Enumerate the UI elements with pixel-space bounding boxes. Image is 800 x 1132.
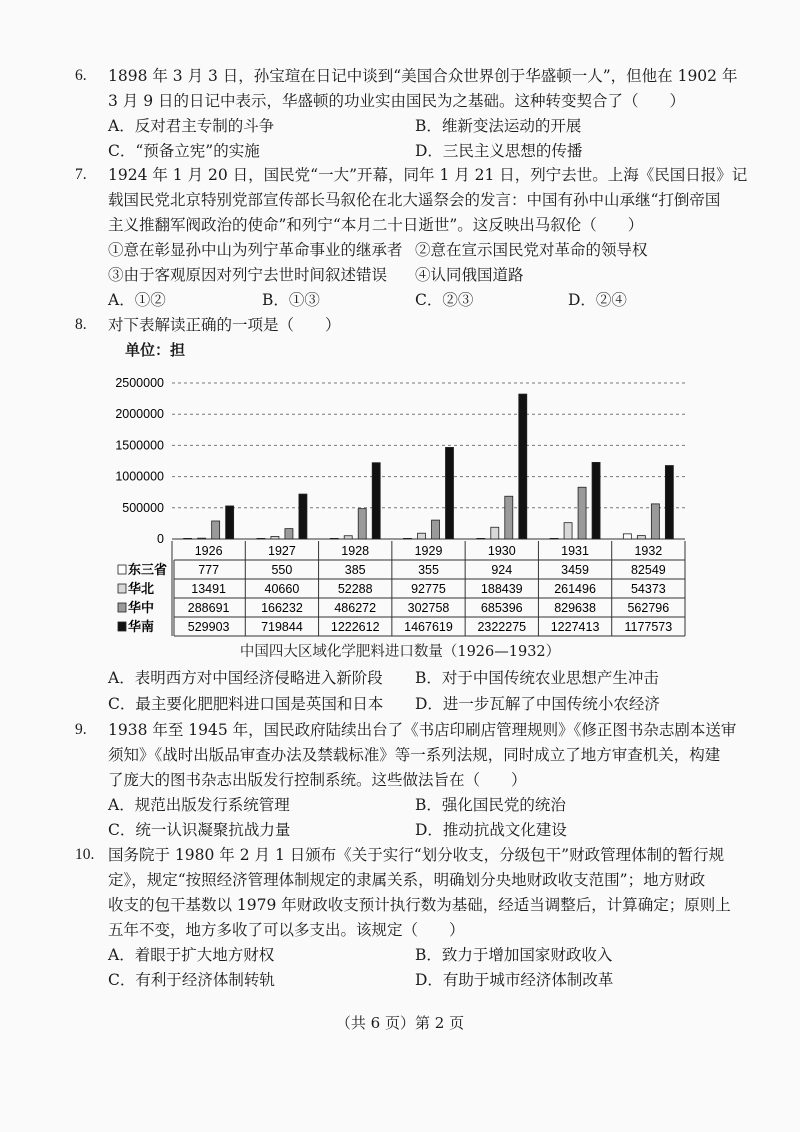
- bar-华南: [592, 462, 600, 539]
- x-category-label: 1927: [268, 544, 296, 558]
- question-number: 8.: [75, 316, 87, 333]
- option-b[interactable]: B．维新变法运动的开展: [415, 117, 582, 135]
- chart-caption: 中国四大区域化学肥料进口数量（1926—1932）: [239, 644, 561, 660]
- data-cell: 3459: [561, 563, 589, 577]
- data-cell: 261496: [554, 582, 596, 596]
- option-d[interactable]: D．有助于城市经济体制改革: [415, 971, 614, 989]
- statement-2: ②意在宣示国民党对革命的领导权: [415, 241, 648, 259]
- bar-华南: [519, 394, 527, 539]
- bar-华南: [446, 447, 454, 539]
- data-cell: 924: [491, 563, 513, 577]
- statement-4: ④认同俄国道路: [415, 266, 524, 284]
- x-category-label: 1930: [487, 544, 516, 558]
- bar-东三省: [623, 534, 631, 539]
- data-cell: 302758: [407, 601, 450, 615]
- legend-label: 华中: [128, 600, 155, 615]
- data-cell: 82549: [630, 563, 666, 577]
- bar-华北: [344, 536, 352, 539]
- data-cell: 52288: [337, 582, 373, 596]
- question-text: 3 月 9 日的日记中表示，华盛顿的功业实由国民为之基础。这种转变契合了（ ）: [108, 92, 686, 110]
- legend-swatch: [118, 603, 126, 612]
- question-number: 10.: [75, 846, 95, 863]
- bar-华南: [226, 506, 234, 539]
- option-d[interactable]: D．进一步瓦解了中国传统小农经济: [415, 695, 660, 713]
- option-b[interactable]: B．致力于增加国家财政收入: [415, 946, 613, 964]
- data-cell: 486272: [334, 601, 377, 615]
- statement-3: ③由于客观原因对列宁去世时间叙述错误: [108, 266, 388, 284]
- y-tick-label: 2000000: [115, 407, 164, 422]
- question-number: 7.: [75, 166, 87, 183]
- x-category-label: 1928: [341, 544, 370, 558]
- x-category-label: 1932: [634, 544, 663, 558]
- data-cell: 719844: [261, 620, 303, 634]
- statement-1: ①意在彰显孙中山为列宁革命事业的继承者: [108, 241, 403, 259]
- option-c[interactable]: C．最主要化肥肥料进口国是英国和日本: [108, 695, 384, 713]
- bar-华中: [651, 504, 659, 539]
- data-cell: 2322275: [477, 620, 527, 634]
- question-text: 五年不变，地方多收了可以多支出。该规定（ ）: [108, 921, 465, 939]
- fertilizer-import-chart: [110, 365, 690, 637]
- bar-华北: [491, 527, 499, 539]
- data-cell: 685396: [480, 601, 523, 615]
- bar-华南: [372, 463, 380, 539]
- data-cell: 13491: [191, 582, 227, 596]
- legend-swatch: [118, 622, 126, 631]
- bar-东三省: [550, 538, 558, 539]
- question-text: 了庞大的图书杂志出版发行控制系统。这些做法旨在（ ）: [108, 771, 527, 789]
- y-tick-label: 500000: [122, 500, 164, 515]
- bar-东三省: [330, 538, 338, 539]
- legend-label: 华北: [128, 581, 155, 596]
- data-cell: 166232: [261, 601, 303, 615]
- data-cell: 1177573: [624, 620, 673, 634]
- chart-unit-label: 单位：担: [125, 341, 186, 359]
- data-cell: 829638: [554, 601, 596, 615]
- data-cell: 355: [418, 563, 439, 577]
- question-number: 9.: [75, 721, 87, 738]
- legend-label: 华南: [128, 619, 155, 634]
- question-text: 1924 年 1 月 20 日，国民党“一大”开幕，同年 1 月 21 日，列宁去世。上海《民国日报》记: [108, 166, 748, 184]
- bar-华中: [358, 509, 366, 539]
- option-c[interactable]: C．统一认识凝聚抗战力量: [108, 821, 291, 839]
- option-a[interactable]: A．着眼于扩大地方财权: [108, 946, 275, 964]
- bar-华北: [271, 536, 279, 539]
- option-b[interactable]: B．强化国民党的统治: [415, 796, 566, 814]
- bar-华南: [299, 494, 307, 539]
- bar-华中: [432, 520, 440, 539]
- bar-华北: [198, 538, 206, 539]
- option-c[interactable]: C．“预备立宪”的实施: [108, 142, 260, 160]
- legend-swatch: [118, 584, 126, 593]
- bar-华中: [285, 529, 293, 539]
- data-cell: 385: [344, 563, 366, 577]
- data-cell: 1227413: [550, 620, 600, 634]
- y-tick-label: 2500000: [115, 376, 164, 390]
- data-cell: 92775: [411, 582, 446, 596]
- option-b[interactable]: B．①③: [262, 291, 320, 309]
- option-a[interactable]: A．表明西方对中国经济侵略进入新阶段: [108, 669, 383, 687]
- question-number: 6.: [75, 67, 87, 84]
- legend-swatch: [118, 565, 126, 574]
- data-cell: 188439: [480, 582, 523, 596]
- option-a[interactable]: A．①②: [108, 291, 166, 309]
- option-a[interactable]: A．规范出版发行系统管理: [108, 796, 290, 814]
- data-cell: 777: [198, 563, 220, 577]
- question-text: 收支的包干基数以 1979 年财政收支预计执行数为基础，经适当调整后，计算确定；原则上: [108, 896, 731, 914]
- x-category-label: 1931: [561, 544, 589, 558]
- question-text: 载国民党北京特别党部宣传部长马叙伦在北大遥祭会的发言：中国有孙中山承继“打倒帝国: [108, 191, 721, 209]
- data-cell: 550: [271, 563, 293, 577]
- option-d[interactable]: D．三民主义思想的传播: [415, 142, 583, 160]
- bar-华南: [665, 466, 673, 539]
- data-cell: 529903: [187, 620, 230, 634]
- data-cell: 1467619: [404, 620, 453, 634]
- option-b[interactable]: B．对于中国传统农业思想产生冲击: [415, 669, 659, 687]
- question-text: 定》，规定“按照经济管理体制规定的隶属关系，明确划分央地财政收支范围”；地方财政: [108, 871, 706, 889]
- question-text: 1938 年至 1945 年，国民政府陆续出台了《书店印刷店管理规则》《修正图书杂志剧本送审: [108, 721, 737, 739]
- bar-东三省: [477, 538, 485, 539]
- option-a[interactable]: A．反对君主专制的斗争: [108, 117, 275, 135]
- question-text: 对下表解读正确的一项是（ ）: [108, 316, 341, 334]
- bar-华北: [418, 533, 426, 539]
- y-tick-label: 0: [157, 532, 164, 546]
- question-text: 1898 年 3 月 3 日，孙宝瑄在日记中谈到“美国合众世界创于华盛顿一人”，但他在 1902 年: [108, 67, 738, 85]
- legend-label: 东三省: [128, 562, 168, 577]
- data-cell: 288691: [187, 601, 230, 615]
- question-text: 须知》《战时出版品审查办法及禁载标准》等一系列法规，同时成立了地方审查机关，构建: [108, 746, 721, 764]
- x-category-label: 1929: [414, 544, 443, 558]
- page-footer: （共 6 页）第 2 页: [335, 1014, 465, 1032]
- data-cell: 1222612: [330, 620, 380, 634]
- y-tick-label: 1500000: [115, 438, 164, 453]
- data-cell: 54373: [630, 582, 666, 596]
- option-c[interactable]: C．有利于经济体制转轨: [108, 971, 275, 989]
- option-c[interactable]: C．②③: [415, 291, 474, 309]
- y-tick-label: 1000000: [115, 469, 164, 484]
- bar-华中: [212, 521, 220, 539]
- bar-华中: [505, 496, 513, 539]
- question-text: 国务院于 1980 年 2 月 1 日颁布《关于实行“划分收支，分级包干”财政管理体制的暂行规: [108, 846, 725, 864]
- option-d[interactable]: D．推动抗战文化建设: [415, 821, 567, 839]
- bar-东三省: [257, 538, 265, 539]
- bar-华中: [578, 487, 586, 539]
- bar-华北: [637, 536, 645, 539]
- data-cell: 40660: [264, 582, 300, 596]
- data-cell: 562796: [627, 601, 670, 615]
- x-category-label: 1926: [194, 544, 223, 558]
- question-text: 主义推翻军阀政治的使命”和列宁“本月二十日逝世”。这反映出马叙伦（ ）: [108, 216, 644, 234]
- bar-东三省: [404, 538, 412, 539]
- bar-东三省: [184, 538, 192, 539]
- bar-华北: [564, 523, 572, 539]
- option-d[interactable]: D．②④: [568, 291, 627, 309]
